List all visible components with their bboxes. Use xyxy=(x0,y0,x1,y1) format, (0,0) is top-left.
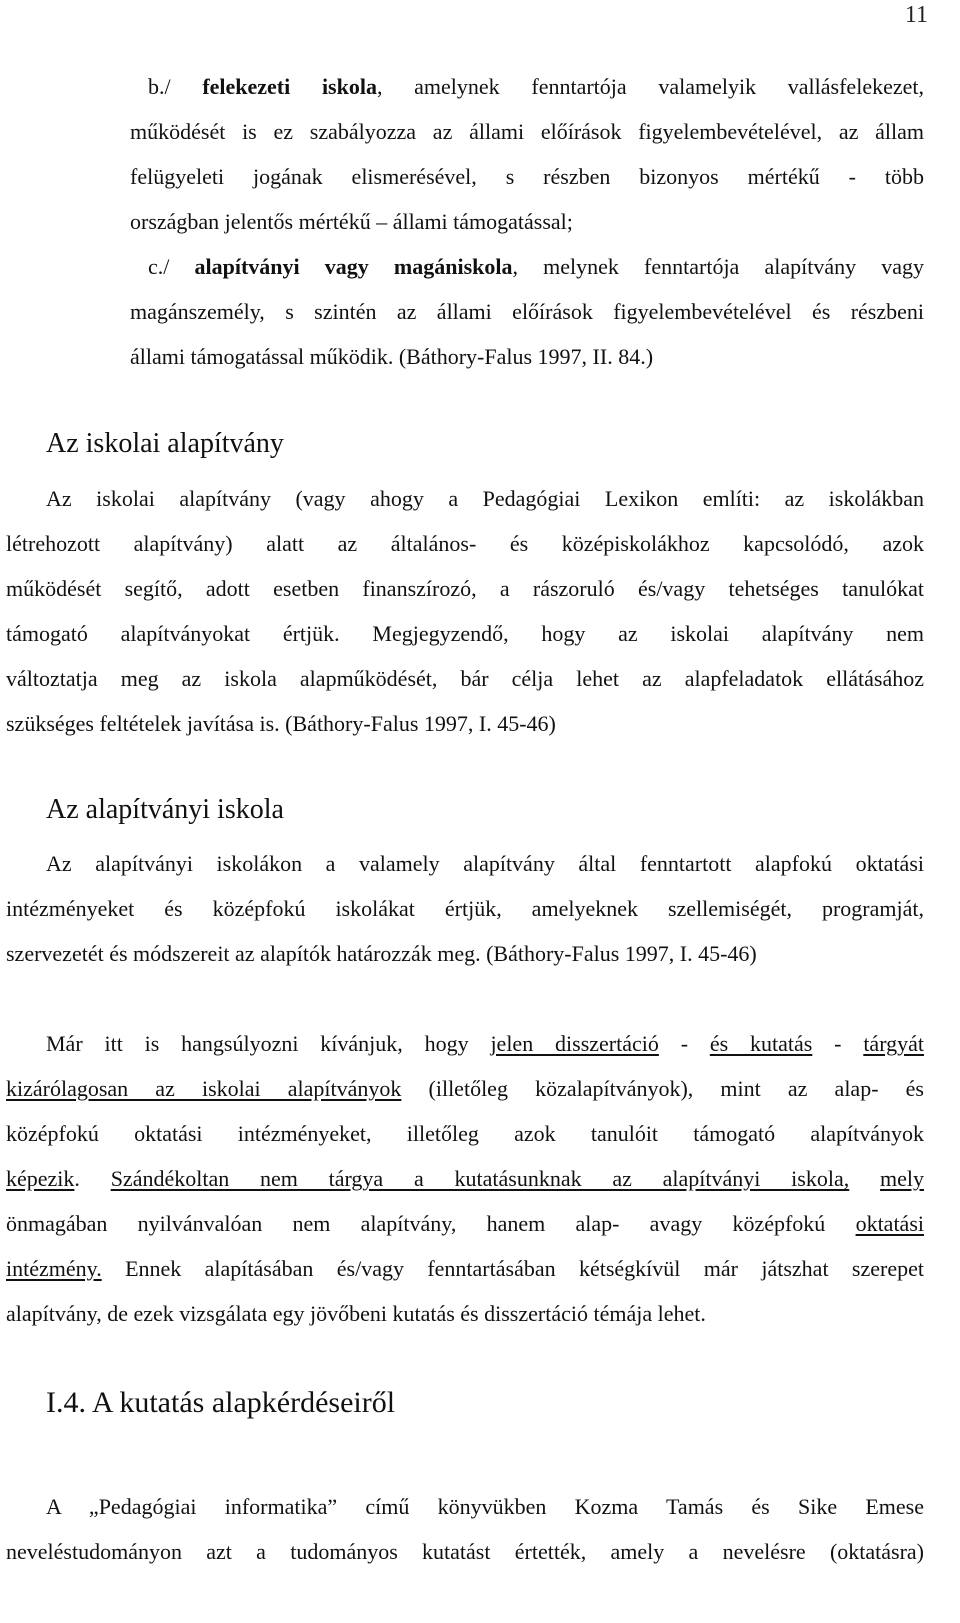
section-heading-alapitvanyi-iskola: Az alapítványi iskola xyxy=(46,794,284,825)
list-c-label: c./ xyxy=(148,254,195,279)
paragraph-line xyxy=(6,1156,924,1201)
paragraph-line: szervezetét és módszereit az alapítók határozzák meg. (Báthory-Falus 1997, I. 45-46) xyxy=(6,941,757,966)
list-item-c xyxy=(6,244,924,379)
paragraph-line: szükséges feltételek javítása is. (Báthory-Falus 1997, I. 45-46) xyxy=(6,711,556,736)
dissertation-scope-paragraph xyxy=(6,1021,924,1336)
paragraph-line: A „Pedagógiai informatika” című könyvükben Kozma Tamás és Sike Emese xyxy=(46,1494,924,1519)
paragraph-line: neveléstudományon azt a tudományos kutatást értették, amely a nevelésre (oktatásra) xyxy=(6,1539,924,1564)
underlined-text: tárgyát xyxy=(863,1031,924,1056)
list-c-text: , melynek fenntartója alapítvány vagy xyxy=(512,254,924,279)
paragraph-line: működését segítő, adott esetben finanszírozó, a rászoruló és/vagy tehetséges tanulókat xyxy=(6,576,924,601)
page-number: 11 xyxy=(904,2,928,28)
underlined-text: képezik xyxy=(6,1166,75,1191)
underlined-text: mely xyxy=(880,1166,924,1191)
list-b-term: felekezeti iskola xyxy=(202,74,377,99)
paragraph-line xyxy=(6,1201,924,1246)
list-c-line-2: magánszemély, s szintén az állami előírások figyelembevételével és részbeni xyxy=(130,299,924,324)
list-c-line-1 xyxy=(6,244,924,289)
paragraph-line xyxy=(6,1066,924,1111)
list-item-b xyxy=(6,64,924,244)
text-span xyxy=(849,1166,880,1191)
section-heading-kutatas-alapkerdesei: I.4. A kutatás alapkérdéseiről xyxy=(46,1386,396,1419)
paragraph-line xyxy=(6,1021,924,1066)
text-span: - xyxy=(812,1031,864,1056)
list-c-term: alapítványi vagy magániskola xyxy=(194,254,513,279)
text-span: önmagában nyilvánvalóan nem alapítvány, hanem alap- avagy középfokú xyxy=(6,1211,856,1236)
paragraph-line xyxy=(6,1246,924,1291)
paragraph-line: létrehozott alapítvány) alatt az általános- és középiskolákhoz kapcsolódó, azok xyxy=(6,531,924,556)
underlined-text: intézmény. xyxy=(6,1256,102,1281)
underlined-text: és kutatás xyxy=(709,1031,813,1056)
text-span: Már itt is hangsúlyozni kívánjuk, hogy xyxy=(46,1031,491,1056)
section2-paragraph xyxy=(6,841,924,976)
list-b-label: b./ xyxy=(148,74,203,99)
paragraph-line: támogató alapítványokat értjük. Megjegyzendő, hogy az iskolai alapítvány nem xyxy=(6,621,924,646)
underlined-text: jelen disszertáció xyxy=(490,1031,659,1056)
text-span: Ennek alapításában és/vagy fenntartásában kétségkívül már játszhat szerepet xyxy=(101,1256,924,1281)
text-span: - xyxy=(658,1031,710,1056)
paragraph-line: alapítvány, de ezek vizsgálata egy jövőbeni kutatás és disszertáció témája lehet. xyxy=(6,1301,706,1326)
paragraph-line: intézményeket és középfokú iskolákat értjük, amelyeknek szellemiségét, programját, xyxy=(6,896,924,921)
text-span: (illetőleg közalapítványok), mint az alap- és xyxy=(401,1076,924,1101)
list-b-line-1 xyxy=(6,64,924,109)
list-c-line-3: állami támogatással működik. (Báthory-Falus 1997, II. 84.) xyxy=(130,344,654,369)
section3-paragraph xyxy=(6,1484,924,1574)
paragraph-line: változtatja meg az iskola alapműködését, bár célja lehet az alapfeladatok ellátásához xyxy=(6,666,924,691)
underlined-text: kizárólagosan az iskolai alapítványok xyxy=(6,1076,402,1101)
section-heading-iskolai-alapitvany: Az iskolai alapítvány xyxy=(46,428,284,459)
list-b-line-3: felügyeleti jogának elismerésével, s részben bizonyos mértékű - több xyxy=(130,164,924,189)
section1-paragraph xyxy=(6,476,924,746)
list-b-line-2: működését is ez szabályozza az állami előírások figyelembevételével, az állam xyxy=(130,119,924,144)
list-b-text: , amelynek fenntartója valamelyik vallásfelekezet, xyxy=(376,74,924,99)
underlined-text: Szándékoltan nem tárgya a kutatásunknak az alapítványi iskola, xyxy=(110,1166,850,1191)
paragraph-line: Az iskolai alapítvány (vagy ahogy a Pedagógiai Lexikon említi: az iskolákban xyxy=(46,486,924,511)
underlined-text: oktatási xyxy=(855,1211,924,1236)
text-span: . xyxy=(74,1166,111,1191)
paragraph-line: Az alapítványi iskolákon a valamely alapítvány által fenntartott alapfokú oktatási xyxy=(46,851,924,876)
paragraph-line: középfokú oktatási intézményeket, illetőleg azok tanulóit támogató alapítványok xyxy=(6,1121,924,1146)
list-b-line-4: országban jelentős mértékű – állami támogatással; xyxy=(130,209,573,234)
